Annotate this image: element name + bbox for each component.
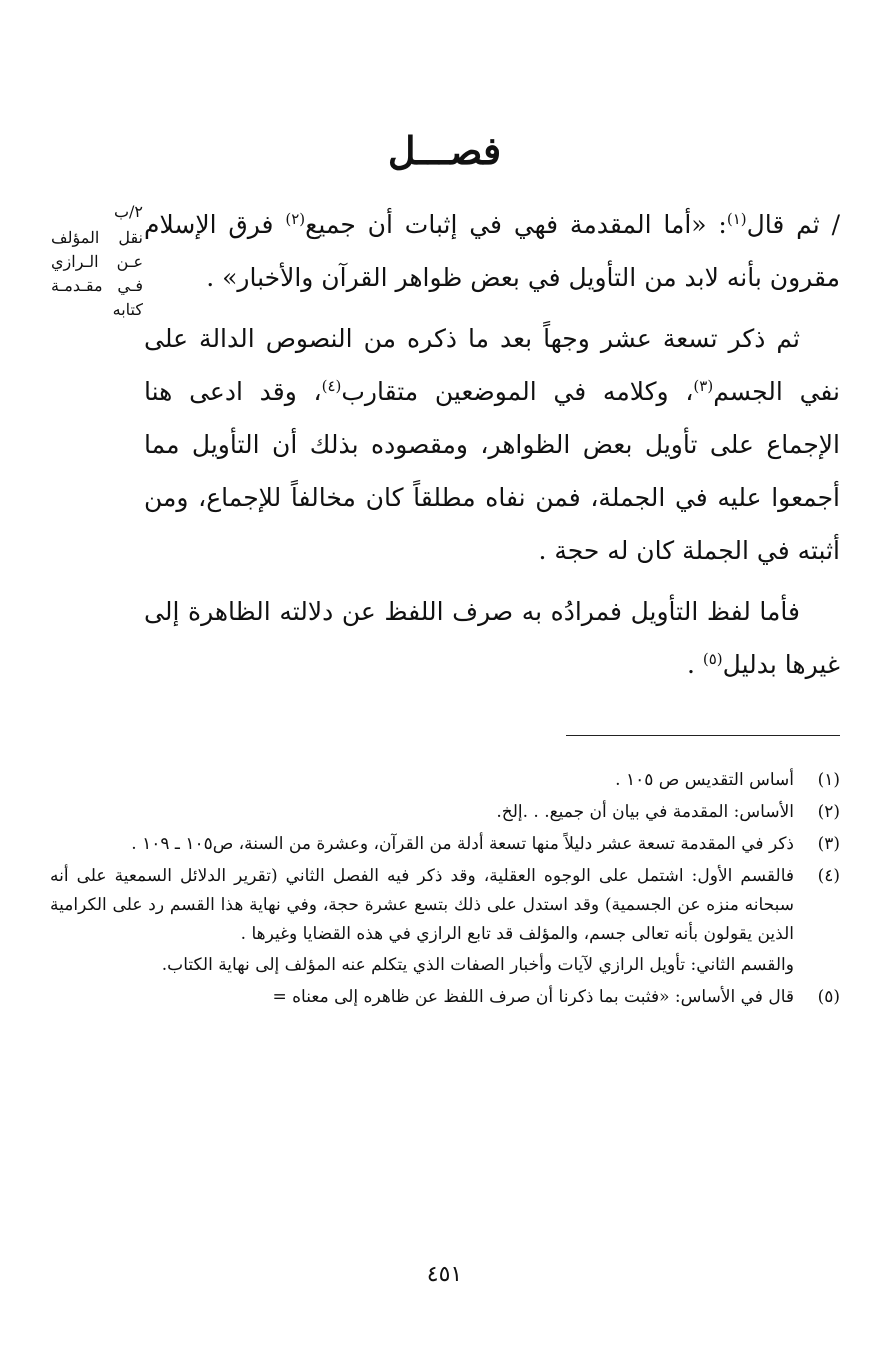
- footnote-reference: (١): [726, 210, 747, 228]
- text-run: فأما لفظ التأويل فمرادُه به صرف اللفظ عن دلالته الظاهرة إلى غيرها بدليل: [144, 597, 840, 679]
- footnote-reference: (٥): [702, 650, 723, 668]
- text-run: : «أما المقدمة فهي في إثبات أن جميع: [305, 210, 727, 239]
- text-run: ، وقد ادعى هنا الإجماع على تأويل بعض الظواهر، ومقصوده بذلك أن التأويل مما أجمعوا عليه في الجملة، فمن نفاه مطلقاً كان مخالفاً للإجماع، ومن أثبته في الجملة كان له حجة .: [144, 377, 840, 565]
- paragraph: [144, 585, 840, 691]
- footnote-reference: (٤): [321, 377, 342, 395]
- page-number: ٤٥١: [426, 1262, 463, 1287]
- main-text: [144, 198, 840, 699]
- text-run: .: [686, 650, 703, 679]
- footnote: [50, 830, 840, 859]
- text-run: / ثم قال: [746, 210, 840, 239]
- margin-note: [51, 200, 143, 322]
- footnote-number: (٢): [817, 802, 840, 822]
- footnote-reference: (٢): [285, 210, 306, 228]
- paragraph: [144, 312, 840, 577]
- footnote-text-continuation: والقسم الثاني: تأويل الرازي لآيات وأخبار الصفات الذي يتكلم عنه المؤلف إلى نهاية الكتاب.: [161, 955, 794, 975]
- footnotes: [50, 766, 840, 1015]
- text-run: ، وكلامه في الموضعين متقارب: [341, 377, 694, 406]
- paragraph: [144, 198, 840, 304]
- footnote-number: (٣): [817, 834, 840, 854]
- footnote-reference: (٣): [693, 377, 714, 395]
- footnote: [50, 766, 840, 795]
- footnote-number: (١): [817, 770, 840, 790]
- footnote-text: ذكر في المقدمة تسعة عشر دليلاً منها تسعة أدلة من القرآن، وعشرة من السنة، ص١٠٥ ـ ١٠٩ .: [131, 834, 794, 854]
- manuscript-folio-marker: ٢/ب: [113, 202, 143, 221]
- footnote-text: الأساس: المقدمة في بيان أن جميع. . .إلخ.: [496, 802, 794, 822]
- footnote-text: فالقسم الأول: اشتمل على الوجوه العقلية، وقد ذكر فيه الفصل الثاني (تقرير الدلائل السمعية على أنه سبحانه منزه عن الجسمية) وقد استدل على ذلك بتسع عشرة حجة، وفي نهاية هذا القسم رد على الكرامية الذين يقولون بأنه تعالى جسم، والمؤلف قد تابع الرازي في هذه القضايا وغيرها .: [50, 866, 794, 944]
- footnote-number: (٤): [817, 866, 840, 886]
- text-run: فرق الإسلام مقرون بأنه لابد من التأويل في بعض ظواهر القرآن والأخبار» .: [144, 210, 840, 292]
- footnote: [50, 983, 840, 1012]
- chapter-title: فصـــل: [387, 128, 502, 173]
- footnote-separator: [566, 735, 840, 736]
- text-run: ثم ذكر تسعة عشر وجهاً بعد ما ذكره من النصوص الدالة على نفي الجسم: [144, 324, 841, 406]
- margin-gloss: نقل المؤلف عـن الـرازي فـي مقـدمـة كتابه: [51, 228, 143, 319]
- footnote: [50, 798, 840, 827]
- footnote-text: أساس التقديس ص ١٠٥ .: [615, 770, 794, 790]
- footnote-number: (٥): [817, 987, 840, 1007]
- footnote: [50, 862, 840, 980]
- footnote-text: قال في الأساس: «فثبت بما ذكرنا أن صرف اللفظ عن ظاهره إلى معناه =: [272, 987, 794, 1007]
